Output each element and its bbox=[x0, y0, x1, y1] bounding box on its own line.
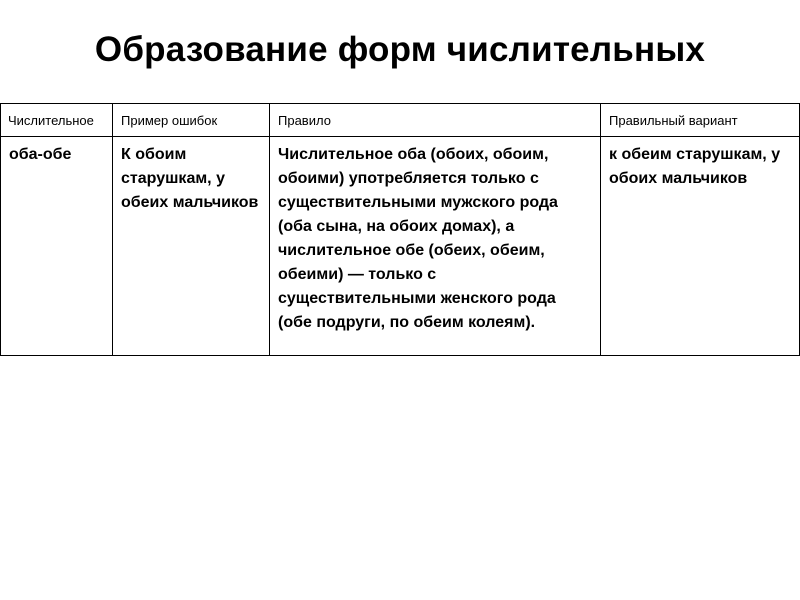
header-rule: Правило bbox=[270, 104, 601, 137]
header-numeral: Числительное bbox=[1, 104, 113, 137]
slide-title: Образование форм числительных bbox=[94, 30, 706, 69]
cell-numeral: оба-обе bbox=[1, 137, 113, 356]
cell-error-example: К обоим старушкам, у обеих мальчиков bbox=[113, 137, 270, 356]
cell-rule: Числительное оба (обоих, обоим, обоими) употребляется только с существительными мужского рода (оба сына, на обоих домах), а числительное обе (обеих, обеим, обеими) — только с существительными женского рода (обе подруги, по обеим колеям). bbox=[270, 137, 601, 356]
cell-correct-variant: к обеим старушкам, у обоих мальчиков bbox=[601, 137, 800, 356]
table-row bbox=[1, 137, 800, 356]
numeral-forms-table bbox=[0, 103, 800, 356]
numeral-forms-table-container bbox=[0, 103, 800, 356]
table-header-row bbox=[1, 104, 800, 137]
header-error-example: Пример ошибок bbox=[113, 104, 270, 137]
header-correct-variant: Правильный вариант bbox=[601, 104, 800, 137]
